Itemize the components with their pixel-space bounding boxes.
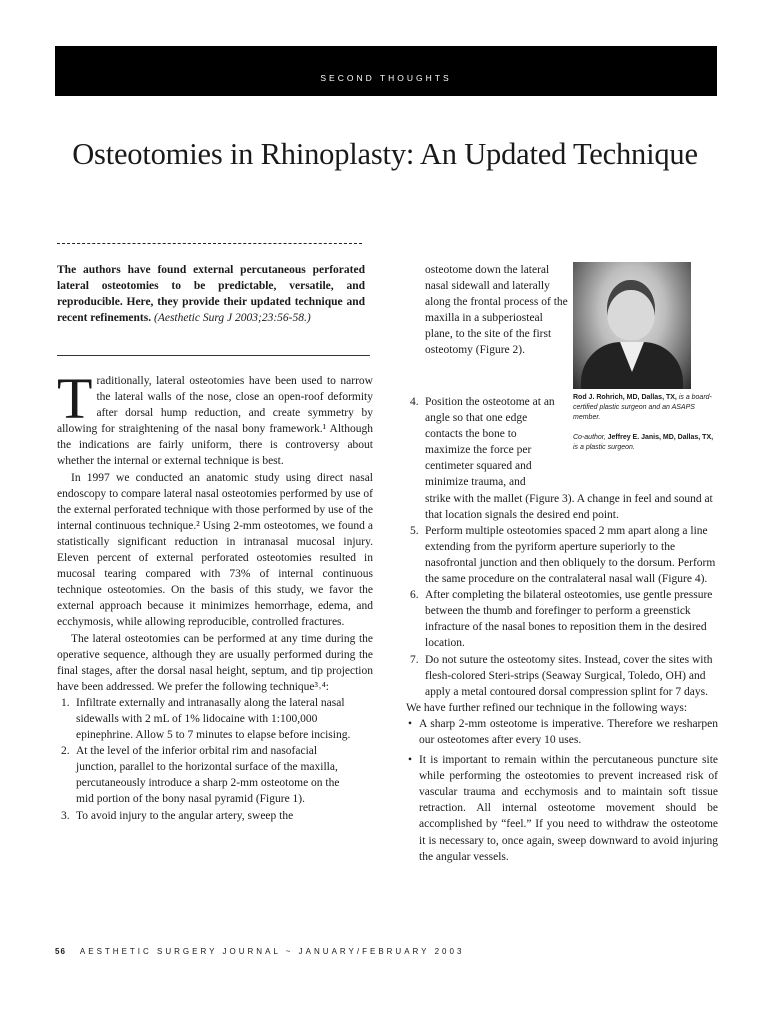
step-number: 4.: [410, 396, 419, 408]
technique-steps-right: [406, 394, 718, 700]
paragraph-technique: The lateral osteotomies can be performed at any time during the operative sequence, although they are usually performed during the final stages, after the dorsal nasal height, septum, and tip projection have been addressed. We prefer the following technique³˒⁴:: [57, 632, 373, 693]
step-number: 2.: [61, 745, 70, 758]
bullet-icon: •: [408, 717, 413, 730]
dashed-divider: [57, 243, 362, 244]
step-text: At the level of the inferior orbital rim and nasofacial junction, parallel to the horizontal surface of the maxilla, percutaneously introduce a sharp 2-mm osteotome on the mid portion of the bony nasal pyramid (Figure 1).: [76, 745, 340, 806]
step-number: 1.: [61, 696, 70, 709]
paragraph-study: In 1997 we conducted an anatomic study using direct nasal endoscopy to compare lateral nasal osteotomies performed by use of the external perforated technique with those performed by use of the internal continuous technique.² Using 2-mm osteotomes, we found a statistically significant reduction in intranasal mucosal injury. Eleven percent of external perforated osteotomies resulted in mucosal tearing compared with 73% of internal continuous technique osteotomies. On the basis of this study, we favor the external approach because it minimizes hemorrhage, edema, and ecchymosis, while allowing reproducible, controlled fractures.: [57, 471, 373, 629]
list-item: [406, 652, 718, 700]
author-description: is a board-certified plastic surgeon and an ASAPS member.: [573, 394, 712, 422]
list-item: [406, 716, 718, 748]
paragraph-intro-text: raditionally, lateral osteotomies have been used to narrow the lateral walls of the nose, close an open-roof deformity after dorsal hump reduction, and create symmetry by allowing for straightening of the nasal bony framework.¹ Although the indications are fairly uniform, there is controversy about whether the internal or external technique is best.: [57, 375, 373, 468]
list-item: [406, 394, 718, 523]
step-text: Infiltrate externally and intranasally along the lateral nasal sidewalls with 2 mL of 1% lidocaine with 1:100,000 epinephrine. Allow 5 to 7 minutes to elapse before incising.: [76, 696, 351, 742]
section-header-bar: [55, 46, 717, 96]
author-photo: [573, 262, 691, 389]
step-4-text-a: Position the osteotome at an angle so that one edge contacts the bone to maximize the force per centimeter squared and minimize trauma, and: [425, 396, 555, 489]
body-column-left: [57, 366, 373, 824]
technique-steps-left: [57, 695, 373, 824]
list-item: [57, 695, 373, 743]
step-number: 5.: [410, 524, 419, 537]
paragraph-refinements: We have further refined our technique in the following ways:: [406, 701, 688, 714]
step-4-text-b: strike with the mallet (Figure 3). A change in feel and sound at that location signals the desired end point.: [425, 492, 713, 521]
section-label: SECOND THOUGHTS: [320, 73, 452, 83]
step-text: Do not suture the osteotomy sites. Instead, cover the sites with flesh-colored Steri-strips (Seaway Surgical, Toledo, OH) and apply a metal contoured dorsal compression splint for 7 days.: [425, 653, 713, 698]
page-number: 56: [55, 947, 66, 956]
abstract-citation: (Aesthetic Surg J 2003;23:56-58.): [153, 312, 311, 325]
article-title: Osteotomies in Rhinoplasty: An Updated Technique: [72, 137, 698, 171]
step-text: To avoid injury to the angular artery, sweep the: [76, 809, 294, 822]
author-name: Rod J. Rohrich, MD, Dallas, TX,: [573, 394, 677, 401]
step-number: 6.: [410, 589, 419, 602]
paragraph-intro: [57, 366, 373, 470]
list-item: [406, 523, 718, 587]
drop-cap: T: [57, 366, 93, 431]
step-3-continuation: osteotome down the lateral nasal sidewall and laterally along the frontal process of the maxilla in a subperiosteal plane, to the site of the first osteotomy (Figure 2).: [425, 264, 568, 357]
list-item: [406, 587, 718, 651]
abstract: [57, 262, 365, 326]
coauthor-label: Co-author,: [573, 433, 606, 441]
list-item: [406, 752, 718, 865]
photo-face: [607, 280, 655, 340]
coauthor-name: Jeffrey E. Janis, MD, Dallas, TX,: [607, 433, 714, 441]
abstract-divider: [57, 355, 370, 356]
abstract-text: The authors have found external percutaneous perforated lateral osteotomies to be predictable, versatile, and reproducible. Here, they provide their updated technique and recent refinements.: [57, 264, 365, 325]
coauthor-description: is a plastic surgeon.: [573, 443, 635, 451]
list-item: [57, 743, 373, 807]
step-text: After completing the bilateral osteotomies, use gentle pressure between the thumb and forefinger to perform a greenstick infracture of the nasal bones to reposition them in the desired location.: [425, 589, 713, 650]
list-item: [57, 808, 373, 824]
journal-issue: AESTHETIC SURGERY JOURNAL ~ JANUARY/FEBRUARY 2003: [79, 947, 465, 956]
bullet-text: It is important to remain within the percutaneous puncture site while performing the osteotomies to prevent increased risk of vascular trauma and ecchymosis and to maintain soft tissue retraction. All internal osteotome movement should be accomplished by “feel.” If you need to withdraw the osteotome it is necessary to, once again, sweep downward to avoid injuring the angular vessels.: [419, 754, 718, 863]
step-number: 7.: [410, 653, 419, 666]
step-text: Perform multiple osteotomies spaced 2 mm apart along a line extending from the pyriform aperture superiorly to the nasofrontal junction and then obliquely to the dorsum. Perform the same procedure on the contralateral nasal wall (Figure 4).: [425, 524, 716, 586]
bullet-text: A sharp 2-mm osteotome is imperative. Therefore we resharpen our osteotomes after every 10 uses.: [419, 717, 718, 746]
bullet-icon: •: [408, 754, 413, 767]
page-footer: [55, 947, 464, 956]
body-column-right: [406, 394, 718, 865]
step-number: 3.: [61, 809, 70, 822]
